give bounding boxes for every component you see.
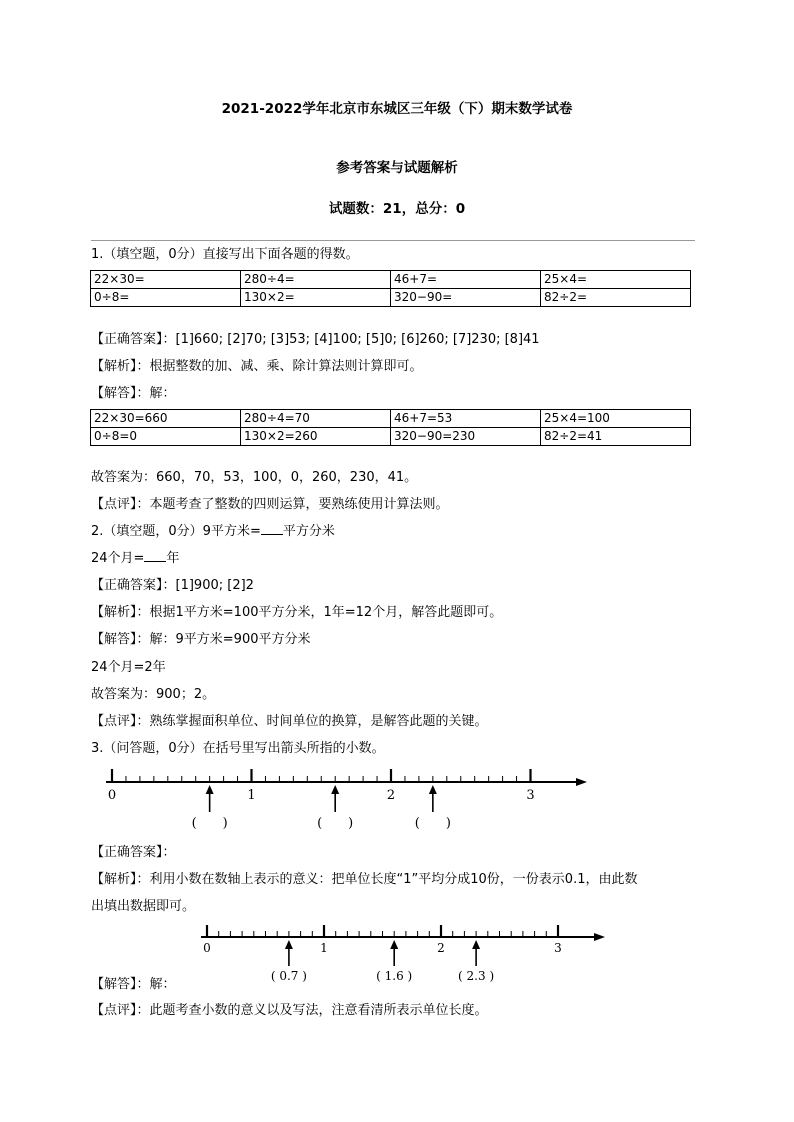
comment-label: 【点评】： (91, 497, 150, 512)
axis-tick-label: 1 (247, 788, 256, 803)
axis-arrowhead (594, 933, 605, 941)
q1-cell: 82÷2= (541, 289, 691, 307)
axis-tick-label: 3 (554, 941, 562, 955)
analysis-label: 【解析】： (91, 605, 150, 620)
analysis-text: 根据1平方米=100平方分米，1年=12个月，解答此题即可。 (149, 605, 503, 620)
q1-table (90, 270, 691, 307)
axis-tick-label: 1 (320, 941, 328, 955)
q2-final: 故答案为：900；2。 (91, 687, 216, 702)
q1-cell: 0÷8= (91, 289, 241, 307)
table-row (91, 289, 691, 307)
analysis-label: 【解析】： (91, 872, 150, 887)
q3-header: 3.（问答题，0分）在括号里写出箭头所指的小数。 (91, 741, 385, 756)
comment-label: 【点评】： (91, 1003, 150, 1018)
table-row (91, 428, 691, 446)
divider (91, 240, 695, 241)
answer-paren-placeholder: ( ) (317, 816, 354, 831)
q1-solution-cell: 280÷4=70 (241, 410, 391, 428)
q2-prompt: 24个月= (91, 551, 145, 566)
axis-tick-label: 3 (526, 788, 535, 803)
answer-label: 【正确答案】： (91, 332, 176, 347)
pointer-arrow-head (390, 940, 398, 949)
axis-tick-label: 0 (203, 941, 211, 955)
pointer-arrow-head (331, 785, 339, 794)
q2-prompt: 2.（填空题，0分）9平方米= (91, 524, 261, 539)
analysis-text: 根据整数的加、减、乘、除计算法则计算即可。 (149, 359, 423, 374)
axis-arrowhead (576, 778, 587, 786)
exam-title: 2021-2022学年北京市东城区三年级（下）期末数学试卷 (221, 101, 573, 117)
answer-value-label: ( 0.7 ) (270, 969, 307, 983)
q3-comment (91, 999, 488, 1018)
analysis-label: 【解析】： (91, 359, 150, 374)
solution-text: 解： (149, 386, 176, 401)
axis-tick-label: 0 (107, 788, 117, 803)
comment-text: 此题考查小数的意义以及写法，注意看清所表示单位长度。 (149, 1003, 488, 1018)
number-line-answer (190, 920, 610, 988)
q2-line2 (91, 547, 179, 566)
q2-unit: 年 (166, 551, 180, 566)
answer-text: [1]900; [2]2 (175, 578, 254, 593)
q1-solution-cell: 82÷2=41 (541, 428, 691, 446)
analysis-text: 利用小数在数轴上表示的意义：把单位长度“1”平均分成10份，一份表示0.1，由此数 (149, 872, 638, 887)
pointer-arrow-head (285, 940, 293, 949)
answer-paren-placeholder: ( ) (414, 816, 451, 831)
q2-unit: 平方分米 (282, 524, 335, 539)
solution-text: 解： (149, 977, 176, 992)
comment-text: 熟练掌握面积单位、时间单位的换算，是解答此题的关键。 (149, 714, 488, 729)
comment-label: 【点评】： (91, 714, 150, 729)
q2-solution2: 24个月=2年 (91, 660, 166, 675)
solution-label: 【解答】： (91, 977, 150, 992)
q3-analysis-line1 (91, 868, 637, 887)
number-line-question (90, 762, 600, 834)
answer-value-label: ( 2.3 ) (458, 969, 495, 983)
answer-text: [1]660; [2]70; [3]53; [4]100; [5]0; [6]260; [7]230; [8]41 (175, 332, 540, 347)
q3-analysis-line2: 出填出数据即可。 (91, 899, 196, 914)
q3-answer: 【正确答案】： (91, 845, 176, 860)
q1-solution-cell: 25×4=100 (541, 410, 691, 428)
q2-line1 (91, 520, 335, 539)
table-row (91, 271, 691, 289)
q1-solution (91, 382, 176, 401)
q1-final: 故答案为：660，70，53，100，0，260，230，41。 (91, 470, 418, 485)
solution-text: 解：9平方米=900平方分米 (149, 632, 311, 647)
answer-blank (261, 522, 283, 535)
exam-summary: 试题数：21，总分：0 (328, 201, 466, 217)
q1-cell: 46+7= (391, 271, 541, 289)
q1-cell: 130×2= (241, 289, 391, 307)
q1-solution-cell: 0÷8=0 (91, 428, 241, 446)
exam-subtitle: 参考答案与试题解析 (336, 160, 458, 176)
solution-label: 【解答】： (91, 632, 150, 647)
comment-text: 本题考查了整数的四则运算，要熟练使用计算法则。 (149, 497, 449, 512)
pointer-arrow-head (206, 785, 214, 794)
q2-analysis (91, 601, 502, 620)
answer-value-label: ( 1.6 ) (376, 969, 413, 983)
q1-cell: 25×4= (541, 271, 691, 289)
axis-tick-label: 2 (386, 788, 396, 803)
pointer-arrow-head (429, 785, 437, 794)
answer-label: 【正确答案】： (91, 578, 176, 593)
answer-paren-placeholder: ( ) (191, 816, 228, 831)
answer-blank (144, 549, 166, 562)
q1-cell: 320−90= (391, 289, 541, 307)
axis-tick-label: 2 (437, 941, 445, 955)
q1-solution-cell: 130×2=260 (241, 428, 391, 446)
q1-answer (91, 328, 540, 347)
q1-comment (91, 493, 449, 512)
q1-solution-table (90, 409, 691, 446)
pointer-arrow-head (472, 940, 480, 949)
q1-solution-cell: 320−90=230 (391, 428, 541, 446)
table-row (91, 410, 691, 428)
q1-solution-cell: 22×30=660 (91, 410, 241, 428)
q2-answer (91, 574, 254, 593)
q1-solution-cell: 46+7=53 (391, 410, 541, 428)
q2-solution (91, 628, 311, 647)
q3-solution (91, 973, 176, 992)
q1-cell: 22×30= (91, 271, 241, 289)
q2-comment (91, 710, 488, 729)
q1-header: 1.（填空题，0分）直接写出下面各题的得数。 (91, 247, 359, 262)
q1-cell: 280÷4= (241, 271, 391, 289)
q1-analysis (91, 355, 423, 374)
solution-label: 【解答】： (91, 386, 150, 401)
